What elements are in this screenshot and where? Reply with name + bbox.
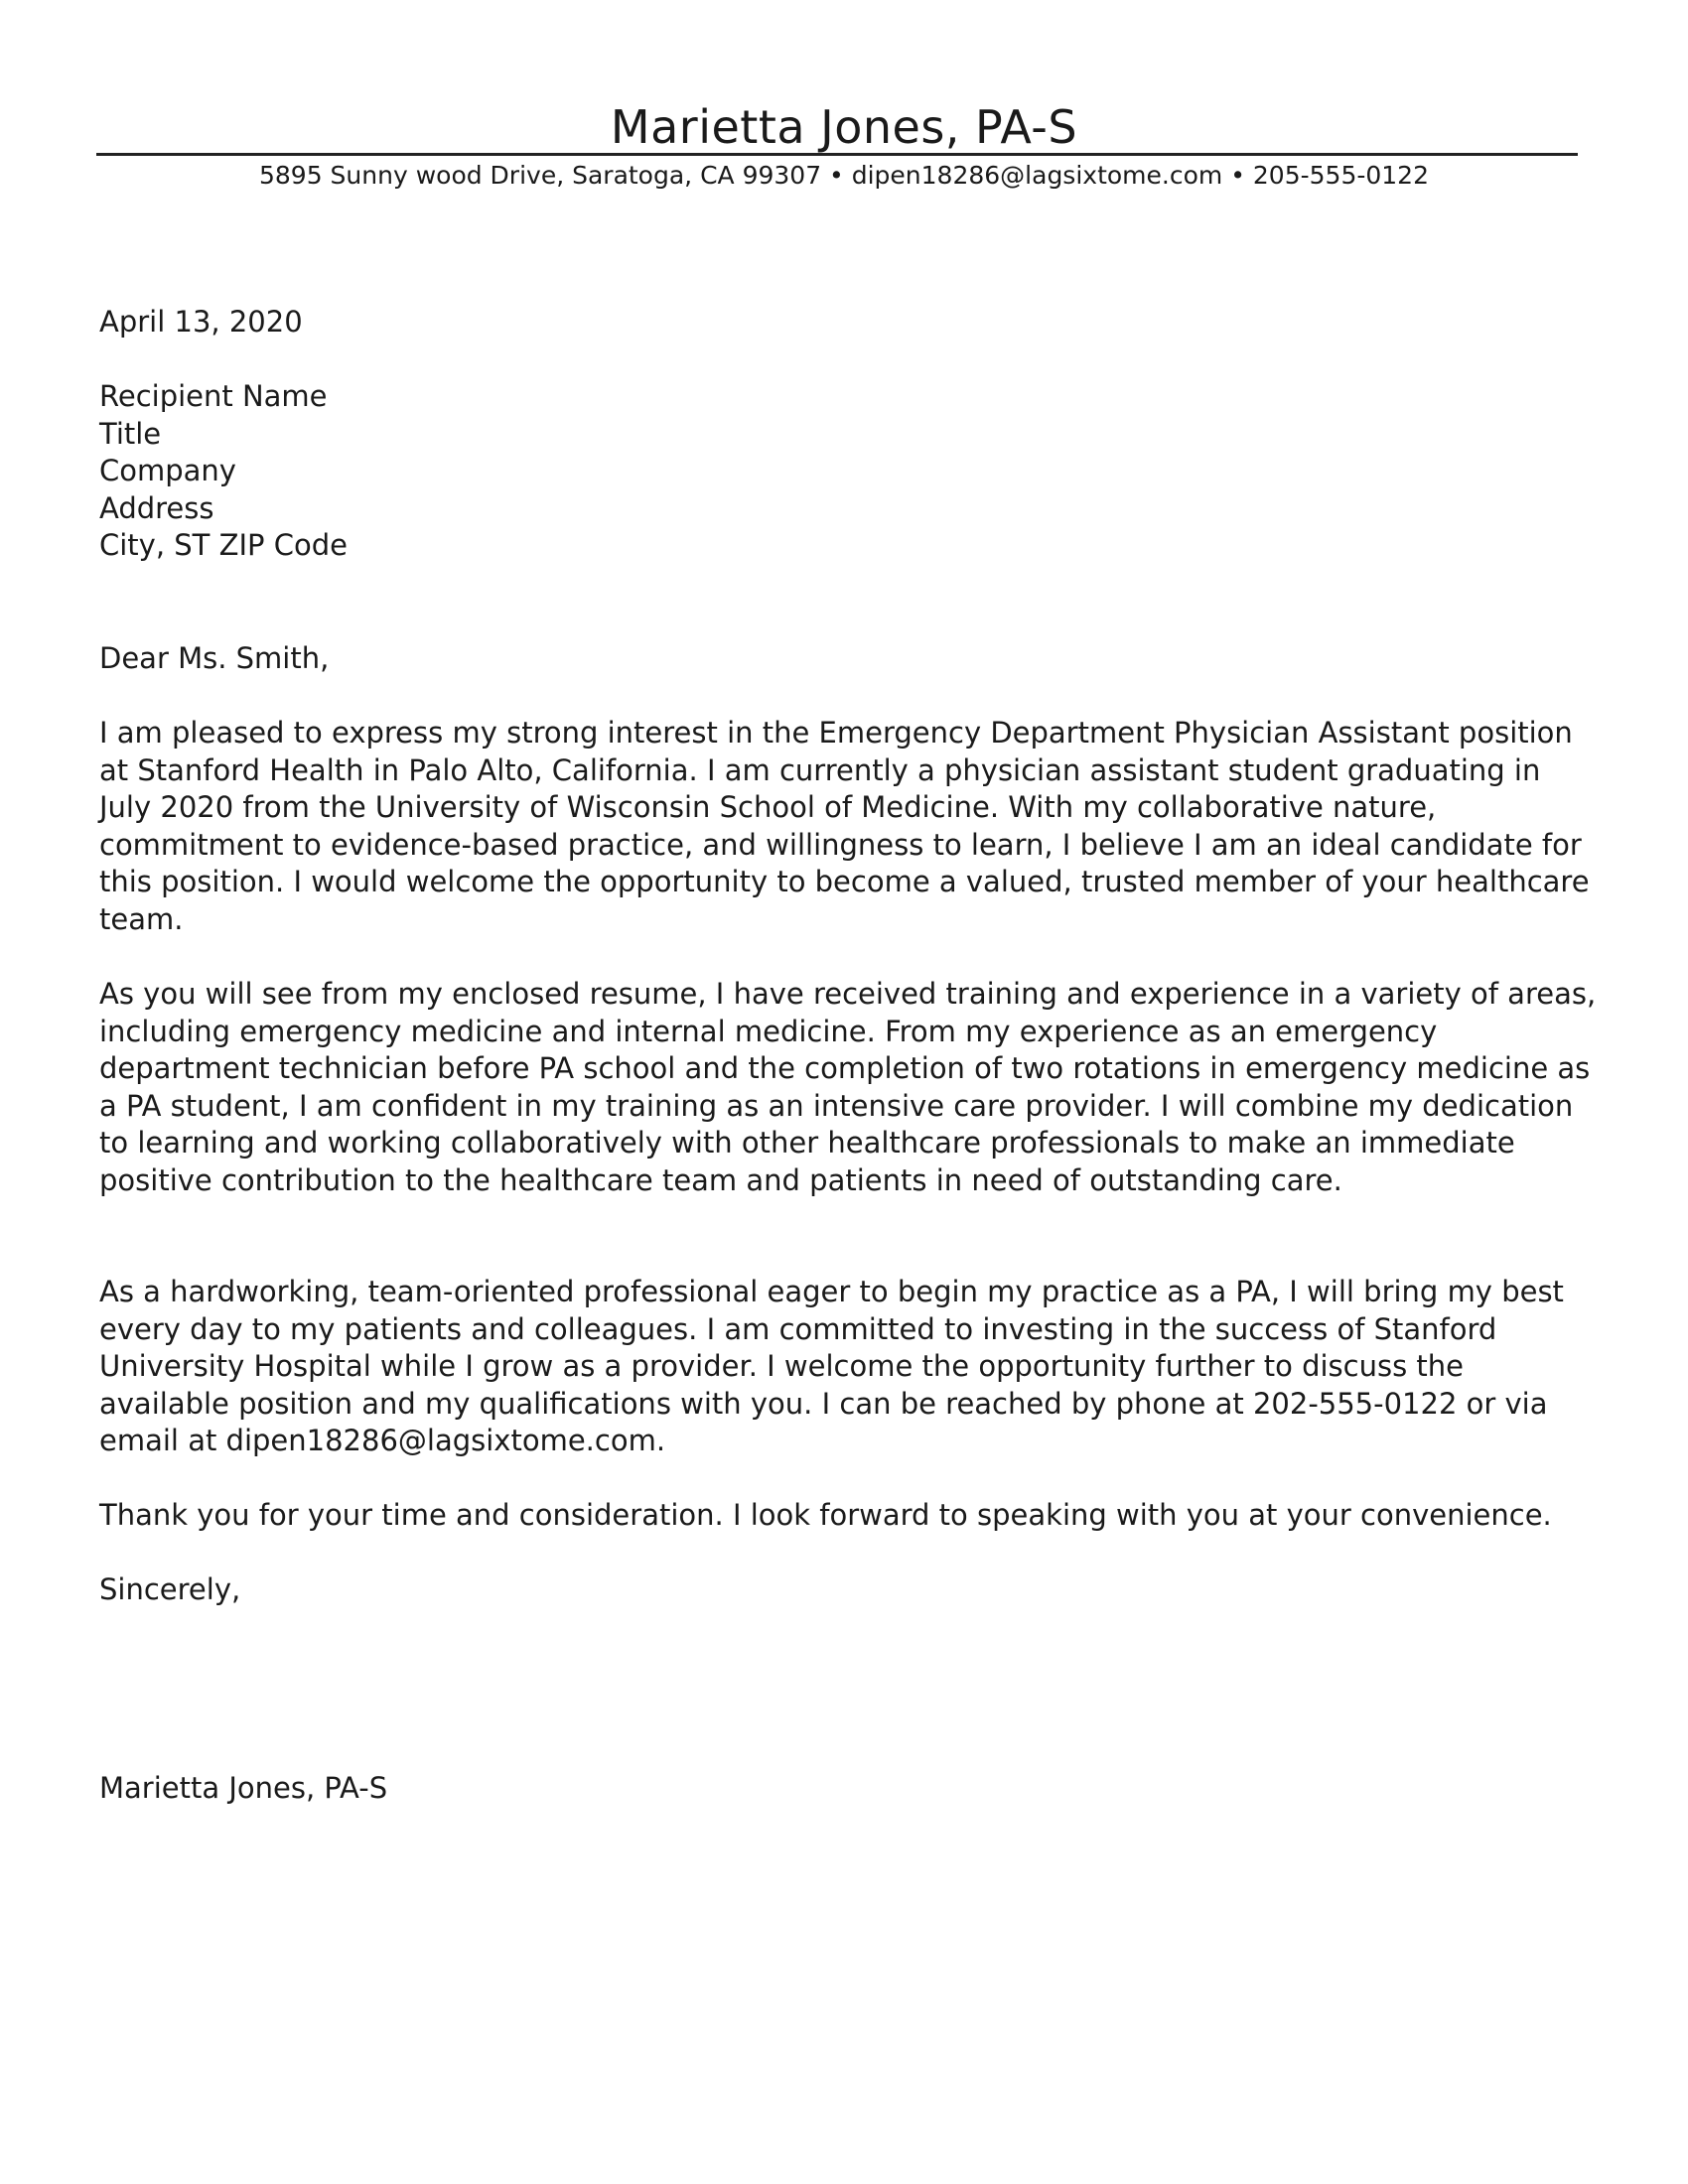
recipient-company: Company <box>99 454 236 487</box>
paragraph-3: As a hardworking, team-oriented professional eager to begin my practice as a PA, I will bring my best every day to my patients and colleagues. I am committed to investing in the success of Stanford University Hospital while I grow as a provider. I welcome the opportunity further to discuss the available position and my qualifications with you. I can be reached by phone at 202-555-0122 or via email at dipen18286@lagsixtome.com. <box>99 1275 1564 1457</box>
contact-line: 5895 Sunny wood Drive, Saratoga, CA 99307 • dipen18286@lagsixtome.com • 205-555-0122 <box>258 161 1429 190</box>
header-divider <box>96 153 1578 156</box>
recipient-address: Address <box>99 490 214 525</box>
signature-name: Marietta Jones, PA-S <box>99 1771 388 1805</box>
recipient-name: Recipient Name <box>99 379 328 413</box>
paragraph-2: As you will see from my enclosed resume, I have received training and experience in a variety of areas, including emergency medicine and internal medicine. From my experience as an emergency department technician before PA school and the completion of two rotations in emergency medicine as a PA student, I am confident in my training as an intensive care provider. I will combine my dedication to learning and working collaboratively with other healthcare professionals to make an immediate positive contribution to the healthcare team and patients in need of outstanding care. <box>99 977 1597 1197</box>
recipient-title: Title <box>99 416 162 451</box>
closing: Sincerely, <box>99 1572 241 1606</box>
letter-date: April 13, 2020 <box>99 305 303 339</box>
salutation: Dear Ms. Smith, <box>99 641 330 675</box>
sender-name: Marietta Jones, PA-S <box>610 100 1078 154</box>
paragraph-1: I am pleased to express my strong interest in the Emergency Department Physician Assistant position at Stanford Health in Palo Alto, California. I am currently a physician assistant student graduating in July 2020 from the University of Wisconsin School of Medicine. With my collaborative nature, commitment to evidence-based practice, and willingness to learn, I believe I am an ideal candidate for this position. I would welcome the opportunity to become a valued, trusted member of your healthcare team. <box>99 716 1590 936</box>
recipient-block <box>99 378 1599 565</box>
paragraph-4: Thank you for your time and consideration. I look forward to speaking with you at your convenience. <box>99 1498 1552 1532</box>
recipient-city-line: City, ST ZIP Code <box>99 528 348 562</box>
